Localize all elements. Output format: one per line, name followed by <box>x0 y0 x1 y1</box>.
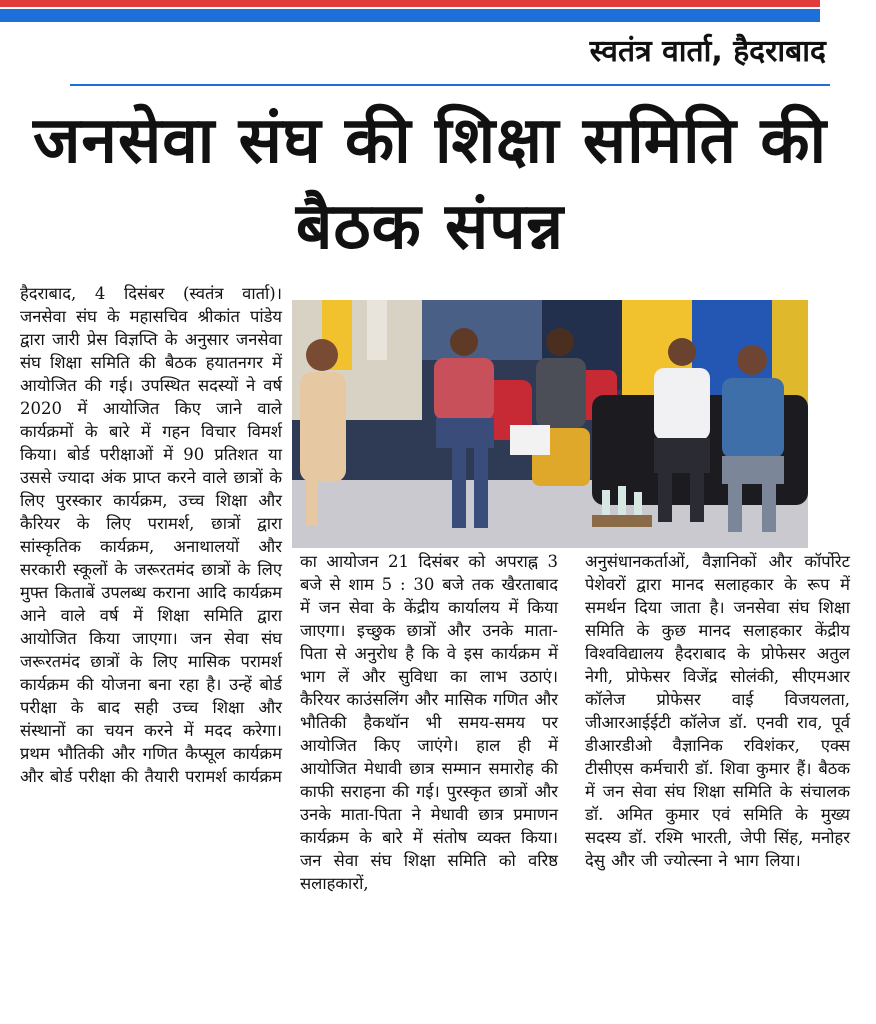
masthead-color-bar <box>0 0 820 22</box>
article-text-column-1: हैदराबाद, 4 दिसंबर (स्वतंत्र वार्ता)। जनसेवा संघ के महासचिव श्रीकांत पांडेय द्वारा जारी प्रेस विज्ञप्ति के अनुसार जनसेवा संघ शिक्षा समिति की बैठक हयातनगर में आयोजित की गई। उपस्थित सदस्यों ने वर्ष 2020 में आयोजित किए जाने वाले कार्यक्रमों के बारे में गहन विचार विमर्श किया। बोर्ड परीक्षाओं में 90 प्रतिशत या उससे ज्यादा अंक प्राप्त करने वाले छात्रों के लिए पुरस्कार कार्यक्रम, उच्च शिक्षा और कैरियर के लिए परामर्श, छात्रों द्वारा सांस्कृतिक कार्यक्रम, अनाथालयों और सरकारी स्कूलों के जरूरतमंद छात्रों के लिए मुफ्त किताबें उपलब्ध कराना आदि कार्यक्रम आने वाले वर्ष में शिक्षा समिति द्वारा आयोजित किया जाएगा। जन सेवा संघ जरूरतमंद छात्रों के लिए मासिक परामर्श कार्यक्रम की योजना बना रहा है। उन्हें बोर्ड परीक्षा के बाद सही उच्च शिक्षा और संस्थानों का चयन करने में मदद करेगा। प्रथम भौतिकी और गणित कैप्सूल कार्यक्रम और बोर्ड परीक्षा की तैयारी परामर्श कार्यक्रम <box>20 284 282 786</box>
meeting-photo-illustration <box>292 300 808 548</box>
article-text-column-3: अनुसंधानकर्ताओं, वैज्ञानिकों और कॉर्पोरेट पेशेवरों द्वारा मानद सलाहकार के रूप में समर्थन दिया जाता है। जनसेवा संघ शिक्षा समिति के कुछ मानद सलाहकार केंद्रीय विश्वविद्यालय हैदराबाद के प्रोफेसर अतुल नेगी, प्रोफेसर विजेंद्र सोलंकी, सीएमआर कॉलेज प्रोफेसर वाई विजयलता, जीआरआईईटी कॉलेज डॉ. एनवी राव, पूर्व डीआरडीओ वैज्ञानिक रविशंकर, एक्स टीसीएस कर्मचारी डॉ. शिवा कुमार हैं। बैठक में जन सेवा संघ शिक्षा समिति के संचालक डॉ. अमित कुमार एवं समिति के मुख्य सदस्य डॉ. रश्मि भारती, जेपी सिंह, मनोहर देसु और जी ज्योत्स्ना ने भाग लिया। <box>585 552 850 870</box>
article-text-column-2: का आयोजन 21 दिसंबर को अपराह्न 3 बजे से शाम 5 : 30 बजे तक खैरताबाद में जन सेवा के केंद्रीय कार्यालय में किया जाएगा। इच्छुक छात्रों और उनके माता-पिता से अनुरोध है कि वे इस कार्यक्रम में भाग लें और सुविधा का लाभ उठाएं। कैरियर काउंसलिंग और मासिक गणित और भौतिकी हैकथॉन भी समय-समय पर आयोजित किए जाएंगे। हाल ही में आयोजित मेधावी छात्र सम्मान समारोह की काफी सराहना की गई। पुरस्कृत छात्रों और उनके माता-पिता ने मेधावी छात्र प्रमाणन कार्यक्रम के बारे में संतोष व्यक्त किया। जन सेवा संघ शिक्षा समिति को वरिष्ठ सलाहकारों, <box>300 552 558 893</box>
meeting-photo <box>292 300 808 548</box>
source-divider <box>70 84 830 86</box>
article-column-2 <box>300 550 558 895</box>
article-column-3 <box>585 550 850 872</box>
article-column-1 <box>20 282 282 788</box>
source-line: स्वतंत्र वार्ता, हैदराबाद <box>589 34 826 69</box>
headline: जनसेवा संघ की शिक्षा समिति की बैठक संपन्न <box>32 104 828 264</box>
